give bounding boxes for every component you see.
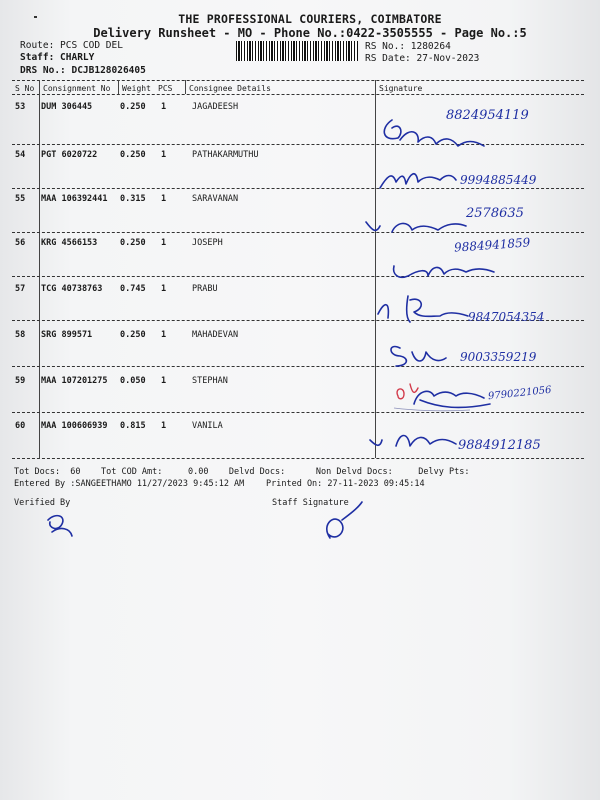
row-consignee: VANILA bbox=[192, 421, 223, 431]
rs-number: RS No.: 1280264 bbox=[365, 41, 451, 52]
row-consignment: KRG 4566153 bbox=[41, 238, 98, 248]
handwritten-phone: 9884912185 bbox=[458, 438, 541, 453]
row-weight: 0.050 bbox=[120, 376, 146, 386]
col-header-weight: Weight bbox=[122, 84, 151, 93]
rs-date: RS Date: 27-Nov-2023 bbox=[365, 53, 480, 64]
handwritten-phone: 9003359219 bbox=[460, 350, 537, 364]
handwritten-phone: 9994885449 bbox=[460, 173, 537, 187]
row-weight: 0.250 bbox=[120, 238, 146, 248]
staff-field: Staff: CHARLY bbox=[20, 52, 95, 63]
row-sno: 59 bbox=[15, 376, 26, 386]
row-pcs: 1 bbox=[161, 194, 167, 204]
handwritten-phone: 9847054354 bbox=[468, 310, 545, 324]
company-title: THE PROFESSIONAL COURIERS, COIMBATORE bbox=[178, 12, 442, 26]
route-field: Route: PCS COD DEL bbox=[20, 40, 123, 51]
row-pcs: 1 bbox=[161, 102, 167, 112]
col-header-signature: Signature bbox=[379, 84, 423, 93]
row-weight: 0.815 bbox=[120, 421, 146, 431]
row-consignee: STEPHAN bbox=[192, 376, 228, 386]
entered-by: Entered By :SANGEETHAMO 11/27/2023 9:45:12 AM bbox=[14, 479, 245, 489]
drs-number: DRS No.: DCJB128026405 bbox=[20, 65, 146, 76]
row-sno: 54 bbox=[15, 150, 26, 160]
handwritten-phone: 8824954119 bbox=[446, 108, 529, 123]
row-consignment: DUM 306445 bbox=[41, 102, 93, 112]
row-consignment: SRG 899571 bbox=[41, 330, 93, 340]
row-sno: 55 bbox=[15, 194, 26, 204]
staff-signature-label: Staff Signature bbox=[272, 498, 349, 508]
row-consignee: JOSEPH bbox=[192, 238, 223, 248]
row-consignee: PRABU bbox=[192, 284, 218, 294]
row-consignment: MAA 107201275 bbox=[41, 376, 108, 386]
row-pcs: 1 bbox=[161, 421, 167, 431]
row-sno: 58 bbox=[15, 330, 26, 340]
verified-by-label: Verified By bbox=[14, 498, 71, 508]
row-pcs: 1 bbox=[161, 238, 167, 248]
col-header-consignee: Consignee Details bbox=[189, 84, 271, 93]
row-consignee: JAGADEESH bbox=[192, 102, 239, 112]
row-consignee: MAHADEVAN bbox=[192, 330, 239, 340]
handwritten-phone: 9884941859 bbox=[453, 235, 531, 255]
row-sno: 56 bbox=[15, 238, 26, 248]
row-weight: 0.745 bbox=[120, 284, 146, 294]
row-sno: 53 bbox=[15, 102, 26, 112]
totals-line: Tot Docs: 60 Tot COD Amt: 0.00 Delvd Docs: Non Delvd Docs: Delvy Pts: bbox=[14, 467, 470, 477]
row-weight: 0.250 bbox=[120, 102, 146, 112]
col-header-sno: S No bbox=[15, 84, 35, 93]
row-consignment: MAA 100606939 bbox=[41, 421, 108, 431]
handwritten-phone: 9790221056 bbox=[487, 384, 553, 403]
row-sno: 57 bbox=[15, 284, 26, 294]
row-consignee: PATHAKARMUTHU bbox=[192, 150, 259, 160]
row-consignment: MAA 106392441 bbox=[41, 194, 108, 204]
runsheet-title: Delivery Runsheet - MO - Phone No.:0422-3505555 - Page No.:5 bbox=[93, 26, 527, 40]
row-consignment: PGT 6020722 bbox=[41, 150, 98, 160]
row-consignment: TCG 40738763 bbox=[41, 284, 103, 294]
row-weight: 0.315 bbox=[120, 194, 146, 204]
row-pcs: 1 bbox=[161, 330, 167, 340]
row-weight: 0.250 bbox=[120, 330, 146, 340]
col-header-pcs: PCS bbox=[158, 84, 173, 93]
row-weight: 0.250 bbox=[120, 150, 146, 160]
row-consignee: SARAVANAN bbox=[192, 194, 239, 204]
row-pcs: 1 bbox=[161, 376, 167, 386]
row-sno: 60 bbox=[15, 421, 26, 431]
handwritten-phone: 2578635 bbox=[466, 206, 524, 221]
row-pcs: 1 bbox=[161, 284, 167, 294]
row-pcs: 1 bbox=[161, 150, 167, 160]
col-header-consignment: Consignment No bbox=[43, 84, 111, 93]
printed-on: Printed On: 27-11-2023 09:45:14 bbox=[266, 479, 425, 489]
